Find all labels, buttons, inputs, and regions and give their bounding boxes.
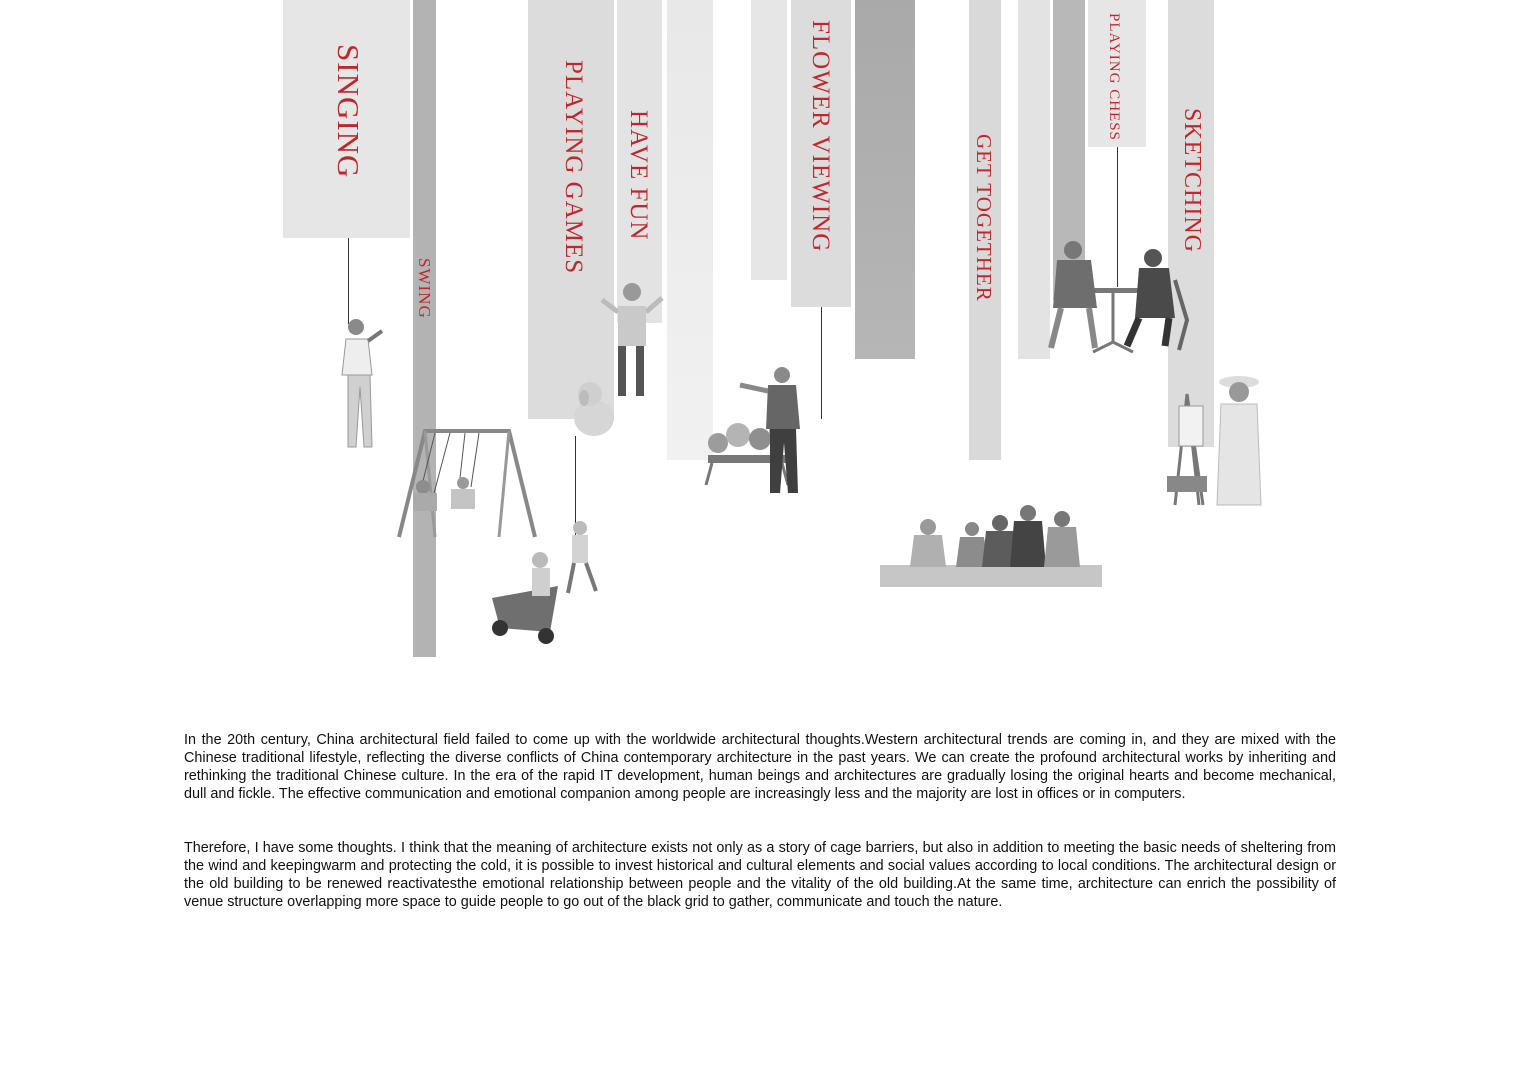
chess-players-figure [1035,240,1195,355]
bar-swing [413,0,436,657]
group-gathering-figure [880,505,1102,587]
bar-dark-a [855,0,915,359]
singer-figure [330,315,390,455]
label-singing: SINGING [331,44,366,179]
label-get-together: GET TOGETHER [972,134,996,302]
label-have-fun: HAVE FUN [625,110,652,241]
sketching-painter-figure [1163,372,1263,507]
label-sketching: SKETCHING [1179,108,1205,253]
connector-singing [348,238,349,324]
paragraph-intro: In the 20th century, China architectural field failed to come up with the worldwide architectural thoughts.Western architectural trends are coming in, and they are mixed with the Chinese traditional lifestyle, reflecting the diverse conflicts of China contemporary architecture in the past years. We can create the profound architectural works by inheriting and rethinking the traditional Chinese culture. In the era of the rapid IT development, human beings and architectures are gradually losing the original hearts and become mechanical, dull and fickle. The effective communication and emotional companion among people are increasingly less and the majority are lost in offices or in computers. [184,732,1336,802]
bar-light-a [751,0,787,280]
label-swing: SWING [415,258,434,319]
jumping-child-figure [596,280,666,410]
paragraph-thoughts: Therefore, I have some thoughts. I think that the meaning of architecture exists not only as a story of cage barriers, but also in addition to meeting the basic needs of sheltering from the wind and keepingwarm and protecting the cold, it is possible to invest historical and cultural elements and social values according to local conditions. The architectural design or the old building to be renewed reactivatesthe emotional relationship between people and the vitality of the old building.At the same time, architecture can enrich the possibility of venue structure overlapping more space to guide people to go out of the black grid to gather, communicate and touch the nature. [184,840,1336,910]
label-flower-viewing: FLOWER VIEWING [807,20,834,253]
flower-vendor-figure [700,365,820,500]
label-playing-chess: PLAYING CHESS [1106,13,1122,141]
kart-children-figure [488,520,608,645]
connector-flower [821,307,822,419]
label-playing-games: PLAYING GAMES [560,60,587,275]
